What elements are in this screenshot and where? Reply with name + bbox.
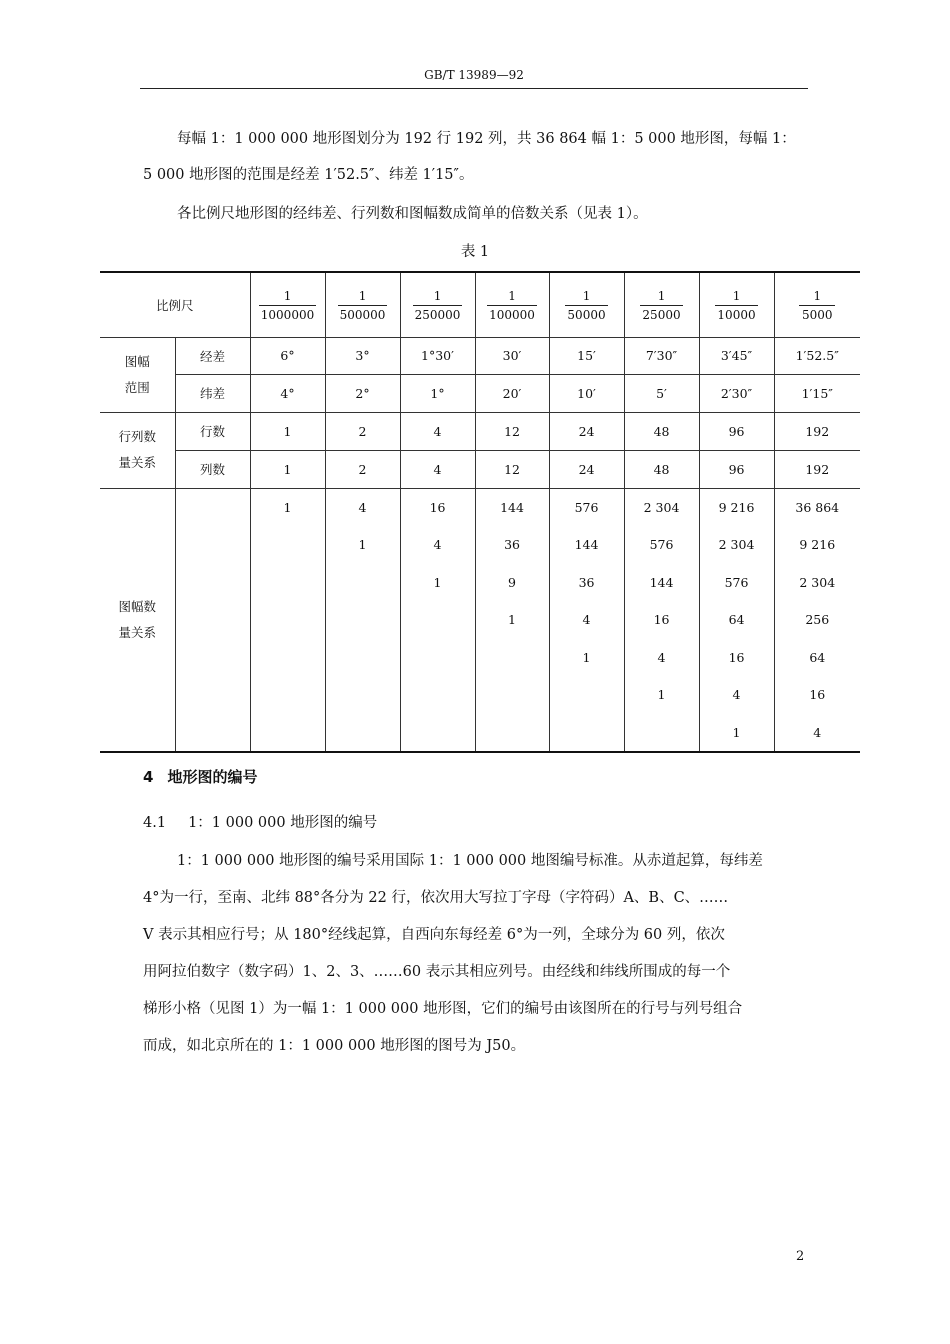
lon-cell: 1°30′: [400, 337, 475, 374]
lat-row: [100, 374, 860, 412]
lat-cell: 2°: [325, 374, 400, 412]
count-value: 1: [283, 499, 292, 515]
table-caption: 表 1: [460, 244, 490, 260]
count-value: 1: [732, 724, 741, 740]
count-cell: [325, 488, 400, 752]
rowcol-group-label: 行列数 量关系: [100, 412, 175, 488]
count-value: 4: [732, 687, 741, 702]
count-value: 1: [657, 687, 666, 702]
intro-line-1: 每幅 1：1 000 000 地形图划分为 192 行 192 列，共 36 864 幅 1：5 000 地形图，每幅 1：: [177, 131, 796, 147]
scale-cell: $\frac{1}{100000}$: [475, 272, 549, 337]
rows-label: 行数: [175, 412, 250, 450]
count-cell: [549, 488, 624, 752]
count-value: 576: [724, 574, 749, 590]
count-value: 4: [433, 537, 442, 552]
cols-cell: 192: [774, 450, 860, 488]
body-line-1: 1：1 000 000 地形图的编号采用国际 1：1 000 000 地图编号标准。从赤道起算，每纬差: [177, 853, 763, 869]
count-value: 4: [657, 649, 666, 665]
scale-table: [100, 271, 860, 753]
count-value: 16: [653, 612, 670, 627]
count-value: 9 216: [799, 537, 836, 552]
count-value: 4: [582, 612, 591, 627]
count-cell: [250, 488, 325, 752]
count-value: 36: [504, 537, 520, 552]
count-value: 256: [805, 612, 830, 627]
cols-label: 列数: [175, 450, 250, 488]
lon-row: [100, 337, 860, 374]
cols-cell: 4: [400, 450, 475, 488]
scale-cell: $\frac{1}{25000}$: [624, 272, 699, 337]
lat-label: 纬差: [175, 374, 250, 412]
lon-cell: 15′: [549, 337, 624, 374]
lon-label: 经差: [175, 337, 250, 374]
cols-cell: 12: [475, 450, 549, 488]
count-cell: [624, 488, 699, 752]
lat-cell: 1°: [400, 374, 475, 412]
body-line-2: 4°为一行，至南、北纬 88°各分为 22 行，依次用大写拉丁字母（字符码）A、B、C、……: [143, 890, 729, 906]
rows-cell: 4: [400, 412, 475, 450]
cols-cell: 96: [699, 450, 774, 488]
scale-cell: $\frac{1}{1000000}$: [250, 272, 325, 337]
intro-paragraph-2: 各比例尺地形图的经纬差、行列数和图幅数成简单的倍数关系（见表 1）。: [177, 206, 648, 222]
rows-cell: 2: [325, 412, 400, 450]
scale-cell: $\frac{1}{10000}$: [699, 272, 774, 337]
count-value: 9 216: [718, 499, 755, 515]
cols-row: [100, 450, 860, 488]
count-value: 36 864: [795, 499, 840, 515]
lon-cell: 3′45″: [699, 337, 774, 374]
body-line-5: 梯形小格（见图 1）为一幅 1：1 000 000 地形图，它们的编号由该图所在的行号与列号组合: [143, 1001, 743, 1017]
lat-cell: 10′: [549, 374, 624, 412]
section-4-heading: 4 地形图的编号: [143, 768, 258, 786]
count-cell: [699, 488, 774, 752]
count-value: 576: [649, 537, 674, 552]
rows-cell: 48: [624, 412, 699, 450]
lon-cell: 1′52.5″: [774, 337, 860, 374]
count-value: 144: [649, 574, 674, 590]
cols-cell: 1: [250, 450, 325, 488]
rows-row: [100, 412, 860, 450]
lon-cell: 6°: [250, 337, 325, 374]
cols-cell: 48: [624, 450, 699, 488]
scale-cell: $\frac{1}{500000}$: [325, 272, 400, 337]
rows-cell: 12: [475, 412, 549, 450]
intro-line-2: 5 000 地形图的范围是经差 1′52.5″、纬差 1′15″。: [143, 167, 474, 183]
count-value: 2 304: [718, 537, 755, 552]
cols-cell: 2: [325, 450, 400, 488]
count-value: 64: [809, 649, 826, 665]
lon-cell: 7′30″: [624, 337, 699, 374]
count-group-label: 图幅数 量关系: [100, 488, 175, 752]
lat-cell: 2′30″: [699, 374, 774, 412]
count-value: 2 304: [643, 499, 680, 515]
count-value: 1: [508, 612, 516, 627]
count-value: 64: [728, 612, 745, 627]
count-value: 2 304: [799, 574, 836, 590]
count-cell: [400, 488, 475, 752]
lat-cell: 4°: [250, 374, 325, 412]
scale-cell: $\frac{1}{50000}$: [549, 272, 624, 337]
count-value: 16: [728, 649, 745, 665]
lat-cell: 1′15″: [774, 374, 860, 412]
count-value: 144: [500, 499, 524, 515]
page-number: 2: [796, 1249, 805, 1264]
body-line-4: 用阿拉伯数字（数字码）1、2、3、……60 表示其相应列号。由经线和纬线所围成的每一个: [143, 964, 731, 980]
rows-cell: 1: [250, 412, 325, 450]
rows-cell: 96: [699, 412, 774, 450]
count-value: 144: [574, 537, 599, 552]
lat-cell: 20′: [475, 374, 549, 412]
document-code: GB/T 13989—92: [424, 68, 524, 82]
count-value: 1: [582, 649, 591, 665]
count-value: 576: [574, 499, 599, 515]
count-cell: [774, 488, 860, 752]
count-row: [100, 488, 860, 752]
count-empty-cell: [175, 488, 250, 752]
count-cell: [475, 488, 549, 752]
lat-cell: 5′: [624, 374, 699, 412]
body-line-3: V 表示其相应行号；从 180°经线起算，自西向东每经差 6°为一列，全球分为 60 列，依次: [143, 927, 725, 943]
scale-cell: $\frac{1}{250000}$: [400, 272, 475, 337]
cols-cell: 24: [549, 450, 624, 488]
lon-cell: 30′: [475, 337, 549, 374]
header-rule: [140, 88, 808, 89]
lon-cell: 3°: [325, 337, 400, 374]
scale-cell: $\frac{1}{5000}$: [774, 272, 860, 337]
count-value: 1: [433, 574, 442, 590]
scale-label: 比例尺: [100, 272, 250, 337]
count-value: 1: [358, 537, 367, 552]
rows-cell: 192: [774, 412, 860, 450]
count-value: 16: [429, 499, 446, 515]
rows-cell: 24: [549, 412, 624, 450]
count-value: 16: [809, 687, 826, 702]
count-value: 4: [813, 724, 822, 740]
count-value: 36: [578, 574, 595, 590]
count-value: 4: [358, 499, 367, 515]
subsection-4-1-heading: 4.1 1：1 000 000 地形图的编号: [143, 815, 378, 831]
scale-row: [100, 272, 860, 337]
count-value: 9: [508, 574, 516, 590]
range-group-label: 图幅 范围: [100, 337, 175, 412]
body-line-6: 而成，如北京所在的 1：1 000 000 地形图的图号为 J50。: [143, 1038, 526, 1054]
